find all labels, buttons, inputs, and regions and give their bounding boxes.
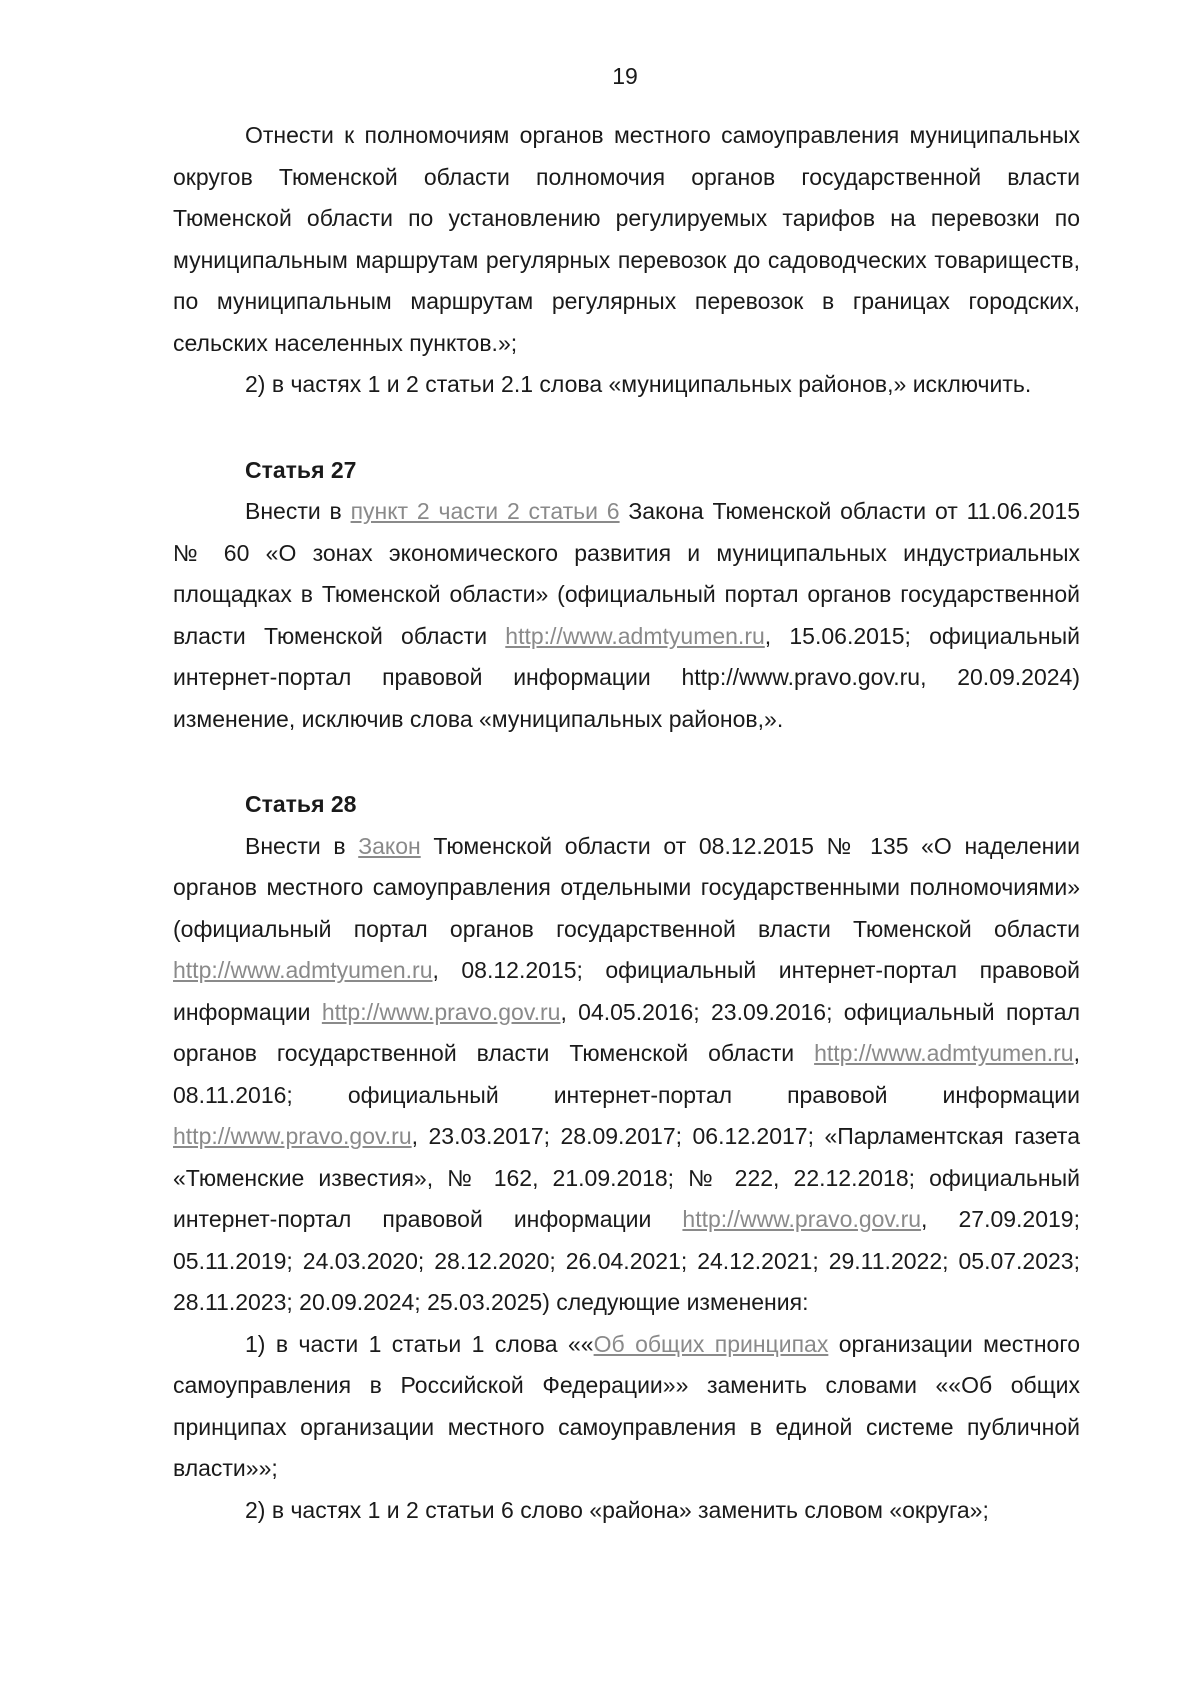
article-28-link-pravo-1[interactable]: http://www.pravo.gov.ru [321,998,561,1025]
text-segment: Тюменской области от 08.12.2015 № 135 «О наделении органов местного самоуправления отдельными государственными полномочиями» (официальный портал органов государственной власти Тюменской области [173,832,1081,942]
text-segment: Внести в [245,498,351,524]
article-27-link-admtyumen[interactable]: http://www.admtyumen.ru [505,622,765,649]
article-28-link-principles[interactable]: Об общих принципах [593,1330,829,1357]
article-27-link-point[interactable]: пункт 2 части 2 статьи 6 [350,498,620,524]
text-segment: Закона Тюменской области от 11.06.2015 № 60 «О зонах экономического развития и муниципальных индустриальных площадках в Тюменской области» (официальный портал органов государственной власти Тюменской области [173,498,1080,649]
article-28-item-2: 2) в частях 1 и 2 статьи 6 слово «района» заменить словом «округа»; [245,1496,989,1523]
article-28-link-pravo-2[interactable]: http://www.pravo.gov.ru [173,1123,412,1149]
paragraph-amendment-2: 2) в частях 1 и 2 статьи 2.1 слова «муниципальных районов,» исключить. [245,371,1032,397]
text-segment: , 08.12.2015; официальный интернет-портал правовой информации [173,957,1080,1025]
article-28-heading: Статья 28 [245,791,357,817]
text-segment: , 23.03.2017; 28.09.2017; 06.12.2017; «Парламентская газета «Тюменские известия», № 162, 21.09.2018; № 222, 22.12.2018; официальный интернет-портал правовой информации [173,1123,1080,1232]
text-segment: , 08.11.2016; официальный интернет-портал правовой информации [173,1040,1080,1108]
text-segment: Внести в [245,832,359,859]
text-segment: , 04.05.2016; 23.09.2016; официальный портал органов государственной власти Тюменской области [173,998,1080,1066]
article-27-heading: Статья 27 [245,456,357,483]
article-28-item-1 [173,1324,1080,1490]
text-segment: организации местного самоуправления в Российской Федерации»» заменить словами ««Об общих принципах организации местного самоуправления в единой системе публичной власти»»; [173,1330,1080,1481]
article-28-link-pravo-3[interactable]: http://www.pravo.gov.ru [682,1206,922,1232]
text-segment: 1) в части 1 статьи 1 слова «« [245,1330,594,1357]
text-segment: , 27.09.2019; 05.11.2019; 24.03.2020; 28.12.2020; 26.04.2021; 24.12.2021; 29.11.2022; 05.07.2023; 28.11.2023; 20.09.2024; 25.03.2025) следующие изменения: [173,1206,1080,1315]
article-28-link-law[interactable]: Закон [358,832,421,859]
text-segment: , 15.06.2015; официальный интернет-портал правовой информации http://www.pravo.gov.ru, 20.09.2024) изменение, исключив слова «муниципальных районов,». [173,622,1080,732]
article-28-text [173,826,1080,1324]
document-body [173,115,1080,1531]
page-number: 19 [612,63,638,89]
article-28-link-admtyumen-1[interactable]: http://www.admtyumen.ru [173,957,433,983]
article-28-link-admtyumen-2[interactable]: http://www.admtyumen.ru [814,1040,1074,1066]
paragraph-delegation: Отнести к полномочиям органов местного самоуправления муниципальных округов Тюменской области полномочия органов государственной власти Тюменской области по установлению регулируемых тарифов на перевозки по муниципальным маршрутам регулярных перевозок до садоводческих товариществ, по муниципальным маршрутам регулярных перевозок в границах городских, сельских населенных пунктов.»; [173,122,1080,356]
article-27-text [173,491,1080,740]
